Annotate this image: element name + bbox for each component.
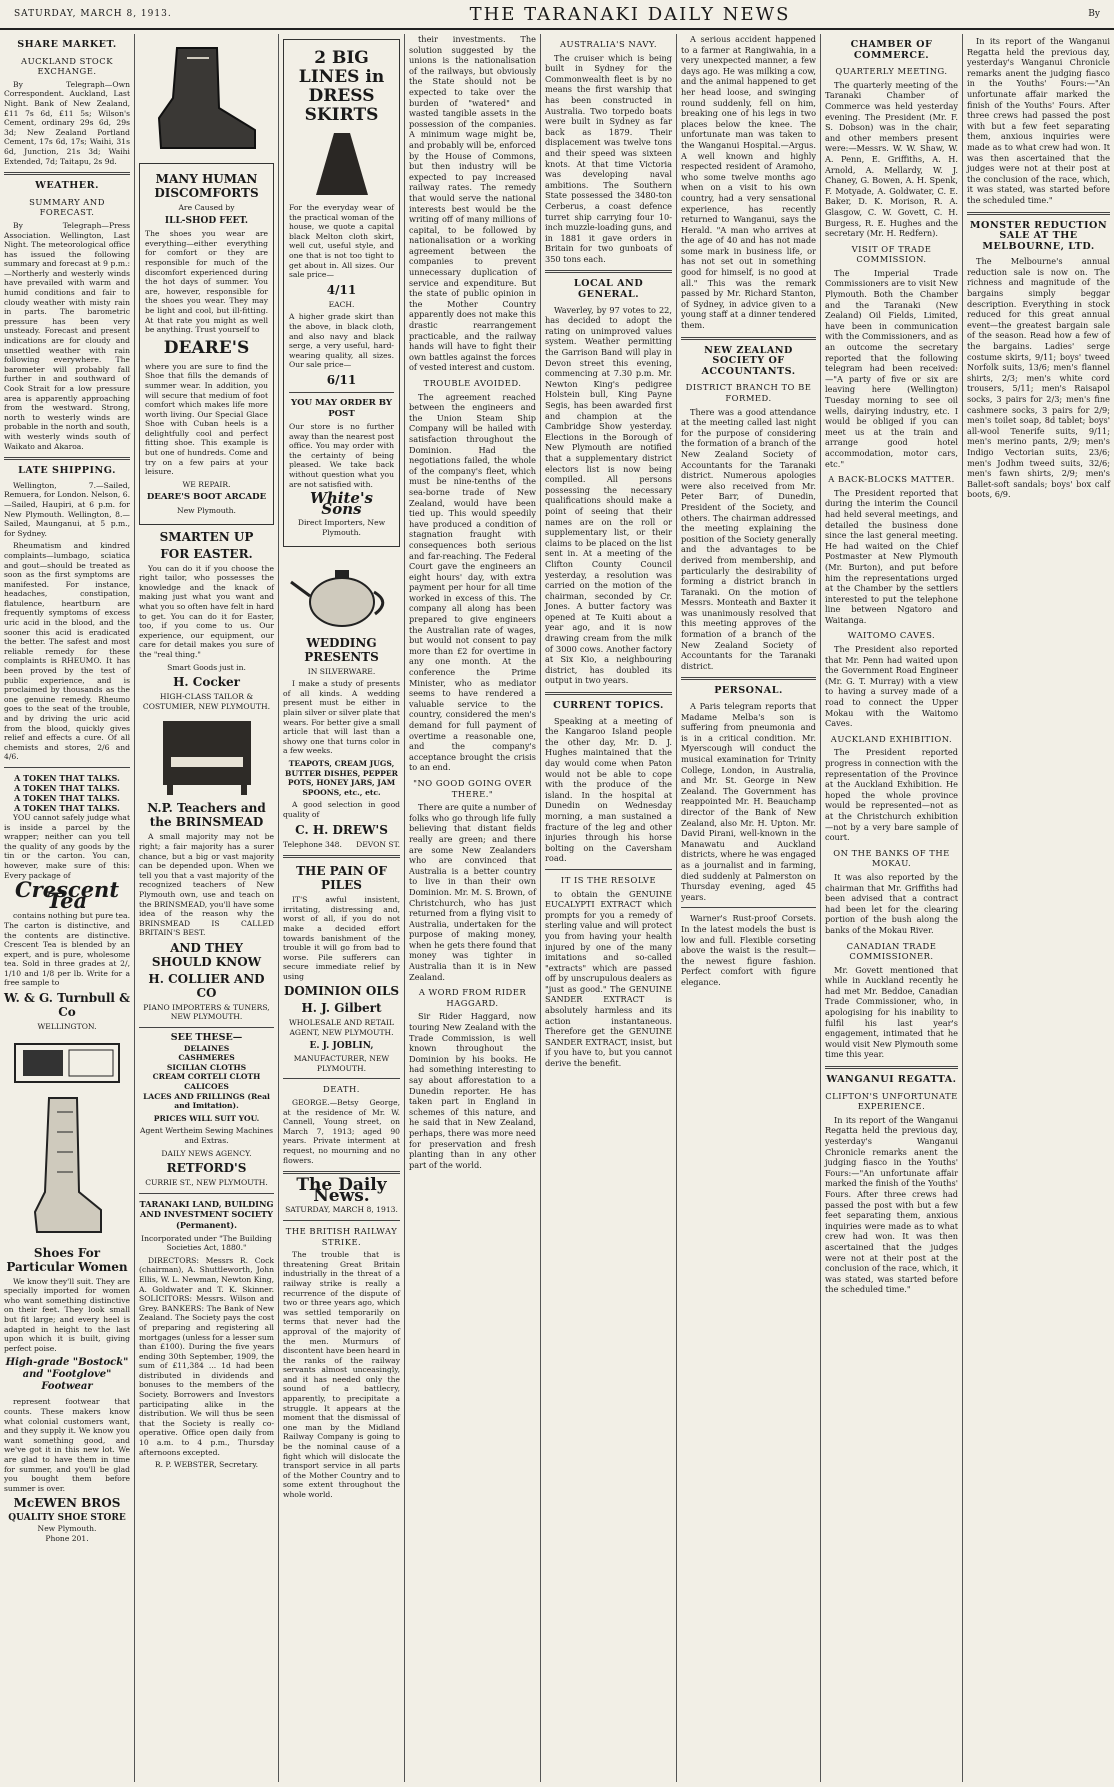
- land-society-heading: TARANAKI LAND, BUILDING AND INVESTMENT SOCIETY (Permanent).: [139, 1198, 274, 1230]
- crescent-text: contains nothing but pure tea. The carton is distinctive, and the contents are distinctive. Crescent Tea is blended by an expert, and is pure, wholesome tea. Sold in three grades at 2/, 1/10 and 1/8 per lb. Write for a free sample to: [4, 911, 130, 988]
- rheumo-text: Rheumatism and kindred complaints—lumbago, sciatica and gout—should be treated as soon as the first symptoms are manifested. For instance, headaches, constipation, flatulence, heartburn are frequently symptoms of excess uric acid in the blood, and the sooner this acid is eradicated the better. The safest and most reliable remedy for these complaints is RHEUMO. It has been proved by the test of public experience, and is proclaimed by thousands as the one genuine remedy. Rheumo goes to the seat of the trouble, and by driving the uric acid from the blood, quickly gives relief and effects a cure. Of all chemists and stores, 2/6 and 4/6.: [4, 541, 130, 762]
- shipping-text: Wellington, 7.—Sailed, Remuera, for London. Nelson, 6.—Sailed, Haupiri, at 6 p.m. for New Plymouth. Wellington, 8.—Sailed, Maunganui, at 5 p.m., for Sydney.: [4, 480, 130, 538]
- divider: [545, 692, 672, 695]
- piles-text: IT'S awful insistent, irritating, distressing and, worst of all, if you do not make a decided effort towards banishment of the trouble it will go from bad to worse. Pile sufferers can secure immediate relief by using: [283, 895, 400, 981]
- token-line: A TOKEN THAT TALKS.: [14, 782, 120, 793]
- back-blocks-text: The President reported that during the interim the Council had held several meetings, and detailed the business done since the last general meeting. He had waited on the Chief Postmaster at New Plymouth (Mr. Burton), and put before him the representations urged at the Chamber by the settlers interested to put the telephone line between Ngatoro and Waitanga.: [825, 487, 958, 625]
- divider: [4, 457, 130, 460]
- mcewen-sub: QUALITY SHOE STORE: [8, 1513, 126, 1524]
- current-topics-text: Speaking at a meeting of the Kangaroo Island people the other day, Mr. D. J. Hughes maintained that the day would come when Paton would not be able to cope with the produce of the island. In the hospital at Dunedin on Wednesday morning, a man sustained a fracture of the leg and other injuries through his horse bolting on the Caversham road.: [545, 715, 672, 864]
- fabric-item: CREAM CORTELI CLOTH: [152, 1072, 261, 1082]
- gilbert-sub: WHOLESALE AND RETAIL AGENT, NEW PLYMOUTH.: [289, 1018, 394, 1038]
- discomforts-heading: MANY HUMAN DISCOMFORTS: [154, 172, 259, 200]
- divider: [4, 767, 130, 768]
- divider: [681, 337, 816, 340]
- bostock-heading: High-grade "Bostock" and "Footglove" Footwear: [5, 1357, 129, 1393]
- collier-name: H. COLLIER AND CO: [148, 971, 265, 1000]
- agent-line: Agent Wertheim Sewing Machines and Extras.: [140, 1126, 273, 1145]
- drew-contact: [283, 840, 400, 850]
- divider: [4, 172, 130, 175]
- mokau-heading: ON THE BANKS OF THE MOKAU.: [833, 847, 950, 869]
- token-line: A TOKEN THAT TALKS.: [14, 772, 120, 783]
- fabric-item: DELAINES: [183, 1043, 230, 1053]
- chamber-heading: CHAMBER OF COMMERCE.: [850, 39, 933, 61]
- column-6: [677, 34, 820, 1782]
- weather-text: By Telegraph—Press Association. Wellington, Last Night. The meteorological office has issued the following summary and forecast at 9 p.m.:—Northerly and westerly winds have prevailed with warm and humid conditions and fair to cloudy weather with misty rain in parts. The barometric pressure has been very unsteady. Forecast and present indications are for cloudy and unsettled weather with rain following everywhere. The barometer will probably fall further in and southward of Cook Strait for a low pressure area is apparently approaching from the westward. Strong, north to westerly winds are probable in the north and south, with westerly winds south of Waikato and Akaroa.: [4, 220, 130, 451]
- top-news-text: A serious accident happened to a farmer at Rangiwahia, in a very unexpected manner, a few days ago. He was milking a cow, and the animal happened to get her head loose, and swinging round suddenly, fell on him, breaking one of his legs in two places below the knee. The unfortunate man was taken to the Wanganui Hospital.—Argus. A well known and highly respected resident of Aramoho, who some twelve months ago when on a visit to his own country, had a very sensational experience, has recently returned to Wanganui, says the Herald. "A man who arrives at the age of 40 and has not made some mark in business life, or has not set out in something good for himself, is no good at all." This was the remark passed by Mr. Richard Stanton, of Sydney, in advice given to a young staff at a dinner tendered them.: [681, 34, 816, 331]
- turnbull-city: WELLINGTON.: [37, 1022, 97, 1032]
- boot-illustration: [27, 1092, 107, 1242]
- accountants-heading: NEW ZEALAND SOCIETY OF ACCOUNTANTS.: [701, 344, 796, 377]
- paper-date: SATURDAY, MARCH 8, 1913.: [285, 1205, 398, 1215]
- divider: [283, 1078, 400, 1079]
- fabric-item: CALICOES: [184, 1082, 229, 1092]
- warner-corsets-text: Warner's Rust-proof Corsets. In the latest models the bust is low and full. Flexible corseting above the waist is the result—the newest figure fashion. Perfect comfort with figure elegance.: [681, 913, 816, 987]
- no-good-text: There are quite a number of folks who go through life fully believing that distant fields really are green; and there are some New Zealanders who are convinced that Australia is a better country to live in than their own Dominion. Mr. M. S. Brown, of Christchurch, who has just returned from a flying visit to Australia, undertaken for the purpose of making money, when he gets there found that money was tighter in Australia than it is in New Zealand.: [409, 802, 536, 982]
- token-headings: [4, 773, 130, 813]
- weather-subheading: SUMMARY AND FORECAST.: [29, 196, 105, 218]
- should-know-heading: AND THEY SHOULD KNOW: [151, 940, 262, 969]
- issue-date: SATURDAY, MARCH 8, 1913.: [14, 9, 172, 19]
- skirt-price-2: 6/11: [326, 372, 357, 387]
- monster-sale-text: The Melbourne's annual reduction sale is now on. The richness and magnitude of the bargains simply beggar description. Everything in stock reduced for this great annual event—the greatest bargain sale of the season. Read how a few of the bargains. Ladies' serge costume skirts, 9/11; boys' tweed Norfolk suits, 13/6; men's flannel shirts, 2/3; men's white cord trousers, 5/11; men's Raisapol socks, 3 pairs for 2/3; men's fine cashmere socks, 3 pairs for 2/9; men's toilet soap, 8d tablet; boys' all-wool Tenerife suits, 9/11; men's merino pants, 2/9; men's Indigo Vectorian suits, 23/6; men's Jodhm tweed suits, 32/6; men's fawn shirts, 2/9; men's Ballet-soft sandals; boys' box calf boots, 6/9.: [967, 256, 1110, 500]
- crescent-logo: Crescent Tea: [14, 877, 120, 913]
- discomforts-sub: Are Caused by: [178, 203, 235, 212]
- chamber-subheading: QUARTERLY MEETING.: [835, 66, 948, 77]
- divider: [289, 392, 394, 393]
- shoe-illustration: [147, 38, 267, 158]
- drew-street: DEVON ST.: [356, 839, 400, 849]
- newspaper-title: THE TARANAKI DAILY NEWS: [469, 3, 791, 25]
- column-8: [963, 34, 1114, 1782]
- piano-illustration: [155, 715, 259, 797]
- waitomo-heading: WAITOMO CAVES.: [847, 630, 936, 641]
- resolve-heading: IT IS THE RESOLVE: [560, 874, 657, 885]
- rider-haggard-heading: A WORD FROM RIDER HAGGARD.: [418, 987, 527, 1008]
- gilbert-name: H. J. Gilbert: [301, 1001, 382, 1016]
- share-market-heading: SHARE MARKET.: [17, 39, 117, 50]
- retford-sub: CURRIE ST., NEW PLYMOUTH.: [145, 1178, 268, 1188]
- column-7: [821, 34, 962, 1782]
- fabric-item: CASHMERES: [178, 1053, 235, 1063]
- drew-name: C. H. DREW'S: [295, 822, 388, 837]
- personal-heading: PERSONAL.: [714, 685, 783, 697]
- navy-text: The cruiser which is being built in Sydney for the Commonwealth fleet is by no means the first warship that has been constructed in Australia. Two torpedo boats were built in Sydney as far back as 1879. Their displacement was twelve tons and their speed was sixteen knots. At that time Victoria was developing naval ambitions. The Southern State possessed the 3480-ton Cerberus, a coast defence turret ship carrying four 10-inch muzzle-loading guns, and in 1881 it gave orders in Britain for two gunboats of 350 tons each.: [545, 52, 672, 264]
- land-society-text: DIRECTORS: Messrs R. Cock (chairman), A. Shuttleworth, John Ellis, W. L. Newman, Newton King, A. Goldwater and T. K. Skinner. SOLICITORS: Messrs. Wilson and Grey. BANKERS: The Bank of New Zealand. The Society pays the cost of preparing and registering all mortgages (unless for a lesser sum than £100). During the five years ending 30th September, 1909, the sum of £11,384 ... 1d had been distributed in dividends and bonuses to the members of the Society. Borrowers and Investors participating alike in the distribution. We will thus be seen that the Society is really co-operative. Office open daily from 10 a.m. to 4 p.m., Thursday afternoons excepted.: [139, 1255, 274, 1457]
- deare-arcade: DEARE'S BOOT ARCADE: [146, 492, 267, 503]
- tea-packet-illustration: [9, 1036, 125, 1088]
- auckland-exhibition-text: The President reported progress in connection with the representation of the Province at the Auckland Exhibition. He hoped the whole province would be represented—not as at the Christchurch exhibition—not by a very bare sample of court.: [825, 747, 958, 843]
- dress-skirts-ad: [283, 39, 400, 547]
- chamber-text: The quarterly meeting of the Taranaki Chamber of Commerce was held yesterday evening. The President (Mr. F. S. Dobson) was in the chair, and other members present were:—Messrs. W. W. Shaw, W. A. Penn, E. Griffiths, A. H. Arnold, A. Mellardy, W. J. Chaney, G. Bowen, A. H. Spenk, F. Motyade, A. Goldwater, C. E. Baker, D. K. Morison, R. A. Glasgow, C. W. Govett, C. H. Burgess, R. E. Hughes and the secretary (Mr. H. Redfern).: [825, 79, 958, 239]
- order-post-text: Our store is no further away than the nearest post office. You may order with the certainty of being pleased. We take back without question what you are not satisfied with.: [289, 422, 394, 489]
- bostock-text: represent footwear that counts. These makers know what colonial customers want, and they supply it. We know you want something good, and we've got it in this new lot. We are glad to have them in time for summer, and you'll be glad you bought them before summer is over.: [4, 1397, 130, 1493]
- brinsmead-heading: N.P. Teachers and the BRINSMEAD: [147, 801, 266, 830]
- trouble-text: The agreement reached between the engineers and the Union Steam Ship Company will be hailed with satisfaction throughout the Dominion. Had the negotiations failed, the whole of the company's fleet, which must be nine-tenths of the sea-borne trade of New Zealand, would have been tied up. This would speedily have produced a condition of stagnation fraught with consequences both serious and far-reaching. The Federal Court gave the engineers an eight hours' day, with extra payment per hour for all time worked in excess of this. The company all along has been prepared to give engineers the Australian rate of wages, but would not consent to pay more than £2 for overtime in any one month. At the conference the Prime Minister, who as mediator seems to have rendered a valuable service to the country, considered the men's demand for full payment of overtime a reasonable one, and the company's acceptance brought the crisis to an end.: [409, 391, 536, 773]
- divider: [545, 270, 672, 273]
- divider: [283, 855, 400, 858]
- token-text: YOU cannot safely judge what is inside a parcel by the wrapper; neither can you tell the quality of any goods by the tin or the carton. You can, however, make sure of this: Every package of: [4, 812, 130, 880]
- resolve-text: to obtain the GENUINE EUCALYPTI EXTRACT which prompts for you a remedy of sterling value and will protect you from having your health injured by one of the many imitations and so-called "extracts" which are passed off by unscrupulous dealers as "just as good." The GENUINE SANDER EXTRACT is absolutely harmless and its action instantaneous. Therefore get the GENUINE SANDER EXTRACT, insist, but if you have to, but you cannot derive the benefit.: [545, 888, 672, 1069]
- regatta-subheading: CLIFTON'S UNFORTUNATE EXPERIENCE.: [825, 1090, 958, 1112]
- deare-city: New Plymouth.: [177, 506, 236, 516]
- mcewen-city: New Plymouth.: [37, 1523, 97, 1533]
- discomforts-sub2: ILL-SHOD FEET.: [164, 215, 249, 226]
- masthead: [0, 0, 1114, 30]
- divider: [283, 1171, 400, 1174]
- waitomo-text: The President also reported that Mr. Penn had waited upon the Government Road Engineer (Mr. G. T. Murray) with a view to having a survey made of a road to connect the Upper Mokau with the Waitomo Caves.: [825, 644, 958, 729]
- divider: [681, 907, 816, 908]
- monster-sale-heading: MONSTER REDUCTION SALE AT THE MELBOURNE, LTD.: [969, 219, 1108, 252]
- token-line: A TOKEN THAT TALKS.: [14, 802, 120, 813]
- cocker-sub: HIGH-CLASS TAILOR & COSTUMIER, NEW PLYMOUTH.: [142, 692, 271, 711]
- turnbull-name: W. & G. Turnbull & Co: [4, 991, 130, 1020]
- regatta-heading: WANGANUI REGATTA.: [826, 1074, 957, 1086]
- fabric-item: SICILIAN CLOTHS: [166, 1062, 247, 1072]
- drew-telephone: Telephone 348.: [283, 839, 342, 849]
- mcewen-phone: Phone 201.: [45, 1533, 89, 1543]
- wedding-heading: WEDDING PRESENTS: [304, 635, 379, 664]
- skirt-illustration: [312, 129, 372, 199]
- whites-logo: White's Sons: [310, 489, 373, 518]
- shoes-heading: Shoes For Particular Women: [6, 1245, 128, 1274]
- dress-skirts-heading: 2 BIG LINES in DRESS SKIRTS: [298, 48, 385, 125]
- retford-name: RETFORD'S: [166, 1161, 247, 1176]
- death-heading: DEATH.: [323, 1084, 360, 1095]
- joblin-name: E. J. JOBLIN,: [309, 1040, 374, 1051]
- weather-heading: WEATHER.: [35, 180, 99, 192]
- easter-heading-2: FOR EASTER.: [160, 546, 253, 561]
- fabric-item: LACES AND FRILLINGS (Real and Imitation).: [143, 1091, 270, 1111]
- teapot-illustration: [287, 552, 397, 632]
- accountants-subheading: DISTRICT BRANCH TO BE FORMED.: [685, 382, 812, 403]
- death-text: GEORGE.—Betsy George, at the residence of Mr. W. Cannell, Young street, on March 7, 1913; aged 90 years. Private interment at request, no mourning and no flowers.: [283, 1098, 400, 1165]
- divider: [681, 677, 816, 680]
- divider: [139, 1027, 274, 1028]
- whites-sub: Direct Importers, New Plymouth.: [297, 518, 386, 538]
- rider-haggard-text: Sir Rider Haggard, now touring New Zealand with the Trade Commission, is well known throughout the Dominion by his books. He had something interesting to say about afforestation to a Dunedin reporter. He has taken part in England in schemes of this nature, and he said that in New Zealand, perhaps, there was more need for preservation and fresh planting than in any other part of the world.: [409, 1011, 536, 1170]
- column-4: [405, 34, 540, 1782]
- navy-heading: AUSTRALIA'S NAVY.: [559, 39, 658, 49]
- agency-line: DAILY NEWS AGENCY.: [161, 1148, 252, 1158]
- local-heading: LOCAL AND GENERAL.: [573, 278, 644, 301]
- wedding-sub: IN SILVERWARE.: [307, 666, 376, 676]
- page-marker: By: [1088, 9, 1100, 19]
- deare-repair: WE REPAIR.: [182, 479, 231, 489]
- canadian-commissioner-heading: CANADIAN TRADE COMMISSIONER.: [846, 940, 937, 962]
- column-1: [0, 34, 134, 1782]
- auckland-exhibition-heading: AUCKLAND EXHIBITION.: [830, 733, 953, 744]
- deare-logo: DEARE'S: [163, 337, 250, 358]
- divider: [545, 869, 672, 870]
- column-5: [541, 34, 676, 1782]
- mokau-text: It was also reported by the chairman that Mr. Griffiths had been advised that a contract had been let for the clearing portion of the bush along the banks of the Mokau River.: [825, 871, 958, 935]
- easter-text: You can do it if you choose the right tailor, who possesses the knowledge and the knack of making just what you want and what you so often have felt in hard to get. You can do it for Easter, too, if you come to us. Our experience, our equipment, our care for detail makes you sure of the "real thing.": [139, 563, 274, 659]
- dominion-oils: DOMINION OILS: [283, 984, 400, 999]
- token-line: A TOKEN THAT TALKS.: [14, 792, 120, 803]
- land-society-inc: Incorporated under "The Building Societies Act, 1880.": [141, 1233, 272, 1253]
- divider: [139, 1193, 274, 1194]
- personal-text: A Paris telegram reports that Madame Melba's son is suffering from pneumonia and is in a critical condition. Mr. Myerscough will conduct the musical examination for Trinity College, London, in Australia, and Mr. St. George in New Zealand. The Government has reappointed Mr. H. Beauchamp director of the Bank of New Zealand, also Mr. H. Upton. Mr. David Pirani, well-known in the Manawatu and Auckland districts, where he was engaged as a journalist and in farming, died suddenly at Palmerston on Thursday evening, aged 45 years.: [681, 701, 816, 902]
- regatta-text: In its report of the Wanganui Regatta held the previous day, yesterday's Wanganui Chronicle remarks anent the judging fiasco in the Youths' Fours:—"An unfortunate affair marked the finish of the Youths' Fours. After three crews had passed the post with but a few feet separating them, anxious inquiries were made as to what crew had won. It was then ascertained that the judges were not at their post at the conclusion of the race, which, it was stated, was started before the scheduled time.": [825, 1114, 958, 1295]
- easter-heading: SMARTEN UP: [159, 529, 254, 544]
- discomforts-text: The shoes you wear are everything—either everything for comfort or they are responsible for much of the discomfort experienced during the hot days of summer. You are, however, responsible for the shoes you wear. They may be light and cool, but ill-fitting. At that rate you might as well be anything. Trust yourself to: [145, 229, 268, 335]
- smart-goods-line: Smart Goods just in.: [167, 662, 246, 672]
- trade-commission-heading: VISIT OF TRADE COMMISSION.: [851, 243, 932, 265]
- piles-heading: THE PAIN OF PILES: [296, 864, 387, 893]
- trouble-heading: TROUBLE AVOIDED.: [423, 378, 522, 388]
- prices-line: PRICES WILL SUIT YOU.: [153, 1113, 260, 1123]
- current-topics-heading: CURRENT TOPICS.: [553, 700, 664, 712]
- fabrics-list: [139, 1044, 274, 1111]
- strike-text: The trouble that is threatening Great Britain industrially in the threat of a railway strike is really a recurrence of the dispute of two or three years ago, which was settled temporarily on terms that never had the approval of the majority of the men. Murmurs of discontent have been heard in the ranks of the railway servants almost unceasingly, and it has needed only the sound of a battlecry, apparently, to precipitate a struggle. It appears at the moment that the dismissal of one man by the Midland Railway Company is going to be the nominal cause of a fight which will dislocate the transport service in all parts of the Mother Country and to some extent throughout the whole world.: [283, 1250, 400, 1499]
- paper-nameplate: The Daily News.: [296, 1175, 387, 1206]
- regatta-continued-text: In its report of the Wanganui Regatta held the previous day, yesterday's Wanganui Chronicle remarks anent the judging fiasco in the Youths' Fours:—"An unfortunate affair marked the finish of the Youths' Fours. After three crews had passed the post with but a few feet separating them, anxious inquiries were made as to what crew had won. It was then ascertained that the judges were not at their post at the conclusion of the race, which, it was stated, was started before the scheduled time.": [967, 36, 1110, 205]
- order-post-heading: YOU MAY ORDER BY POST: [291, 397, 392, 419]
- divider: [825, 1066, 958, 1069]
- wedding-text: I make a study of presents of all kinds. A wedding present must be either in plain silver or silver plate that wears. For better give a small article that will last than a showy one that turns color in a few weeks.: [283, 679, 400, 756]
- skirt-text-1: For the everyday wear of the practical woman of the house, we quote a capital black Melton cloth skirt, well cut, useful style, and one that is not too tight to get about in. All sizes. Our sale price—: [289, 203, 394, 280]
- skirt-text-2: A higher grade skirt than the above, in black cloth, and also navy and black serge, a very useful, hard-wearing quality, all sizes. Our sale price—: [289, 312, 394, 370]
- skirt-price-each: EACH.: [328, 299, 355, 309]
- column-3: [279, 34, 404, 1782]
- strike-continued-text: their investments. The solution suggested by the unions is the nationalisation of the railways, but obviously the State should not be expected to take over the burden of "watered" and wasted tangible assets in the possession of the companies. A minimum wage might be, and probably will be, enforced by the House of Commons, but then industry will be expected to pay increased railway rates. The remedy that would serve the national interests best would be the writing off of many millions of capital, to be followed by nationalisation or a working agreement between the companies to prevent unnecessary duplication of service and expenditure. But the state of public opinion in the Mother Country apparently does not make this drastic rearrangement practicable, and the railway hands will have to fight their own battles against the forces of vested interest and custom.: [409, 34, 536, 373]
- canadian-commissioner-text: Mr. Govett mentioned that while in Auckland recently he had met Mr. Beddoe, Canadian Trade Commissioner, who, in apologising for his inability to fulfil his last year's engagement, intimated that he would visit New Plymouth some time this year.: [825, 964, 958, 1060]
- shoes-text: We know they'll suit. They are specially imported for women who want something distinctive on their feet. They look small but fit large; and every heel is adapted in height to the last upon which it is built, giving perfect poise.: [4, 1276, 130, 1353]
- wedding-text-2: A good selection in good quality of: [283, 800, 400, 819]
- back-blocks-heading: A BACK-BLOCKS MATTER.: [828, 474, 955, 485]
- accountants-text: There was a good attendance at the meeting called last night for the purpose of considering the formation of a branch of the New Zealand Society of Accountants for the Taranaki district. Numerous apologies were also received from Mr. Peter Barr, of Dunedin, President of the Society, and others. The chairman addressed the meeting explaining the position of the Society generally and the advantages to be derived from membership, and particularly the desirability of forming a district branch in Taranaki. On the motion of Messrs. Monteath and Baxter it was unanimously resolved that this meeting approves of the formation of a branch of the New Zealand Society of Accountants for the Taranaki district.: [681, 406, 816, 671]
- stock-exchange-heading: AUCKLAND STOCK EXCHANGE.: [21, 55, 113, 77]
- trade-commission-text: The Imperial Trade Commissioners are to visit New Plymouth. Both the Chamber and the Taranaki (New Zealand) Oil Fields, Limited, have been in communication with the Commissioners, and as an outcome the secretary reported that the following telegram had been received:—"A party of five or six are leaving here (Wellington) Tuesday morning to see oil wells, dairying industry, etc. I would be obliged if you can meet us at the train and arrange good hotel accommodation, motor cars, etc.": [825, 267, 958, 469]
- shipping-heading: LATE SHIPPING.: [18, 465, 116, 477]
- share-market-text: By Telegraph—Own Correspondent. Auckland, Last Night. Bank of New Zealand, £11 7s 6d, £11 5s; Wilson's Cement, ordinary 29s 6d, 29s 3d; New Zealand Portland Cement, 17s 6d, 17s; Waihi, 31s 6d, Junction, 21s 3d; Waihi Extended, 7d; Taitapu, 2s 9d.: [4, 79, 130, 166]
- strike-heading: THE BRITISH RAILWAY STRIKE.: [285, 1225, 398, 1247]
- divider: [967, 212, 1110, 215]
- deare-text: where you are sure to find the Shoe that fills the demands of summer wear. In addition, you will secure that medium of foot comfort which makes life more worth living. Our Special Glace Shoe with Cuban heels is a delightfully cool and perfect fitting shoe. This example is but one of hundreds. Come and try on a few pairs at your leisure.: [145, 361, 268, 477]
- mcewen-name: McEWEN BROS: [13, 1496, 121, 1511]
- deare-ad: [139, 163, 274, 525]
- wedding-items: TEAPOTS, CREAM JUGS, BUTTER DISHES, PEPPER POTS, HONEY JARS, JAM SPOONS, etc., etc.: [285, 758, 398, 797]
- collier-sub: PIANO IMPORTERS & TUNERS, NEW PLYMOUTH.: [143, 1002, 270, 1022]
- local-text: Waverley, by 97 votes to 22, has decided to adopt the rating on unimproved values system. Weather permitting the Garrison Band will play in Devon street this evening, commencing at 7.30 p.m. Mr. Newton King's pedigree Holstein bull, King Payne Segis, has been awarded first and champion at the Cambridge Show yesterday. Elections in the Borough of New Plymouth are notified that a supplementary district electors list is now being compiled. All persons possessing the necessary qualifications should make a point of seeing that their names are on the roll or supplementary list, or their claims to be placed on the list sent in. At a meeting of the Clifton County Council yesterday, a resolution was carried on the motion of the chairman, seconded by Cr. Jones. A butter factory was opened at Te Kuiti about a year ago, and it is now drawing cream from the milk of 3000 cows. Another factory at Six Kio, a neighbouring district, has doubled its output in two years.: [545, 304, 672, 686]
- see-these-heading: SEE THESE—: [170, 1032, 243, 1044]
- column-2: [135, 34, 278, 1782]
- brinsmead-text: A small majority may not be right; a fair majority has a surer chance, but a big or vast majority can be depended upon. When we tell you that a vast majority of the recognized teachers of New Plymouth own, use and teach on the BRINSMEAD, you'll have some idea of the reason why the BRINSMEAD IS CALLED BRITAIN'S BEST.: [139, 832, 274, 938]
- joblin-sub: MANUFACTURER, NEW PLYMOUTH.: [293, 1054, 390, 1073]
- land-society-secretary: R. P. WEBSTER, Secretary.: [154, 1460, 259, 1470]
- divider: [283, 1220, 400, 1221]
- cocker-name: H. Cocker: [173, 675, 240, 690]
- skirt-price-1: 4/11: [326, 282, 357, 297]
- no-good-heading: "NO GOOD GOING OVER THERE.": [413, 777, 532, 799]
